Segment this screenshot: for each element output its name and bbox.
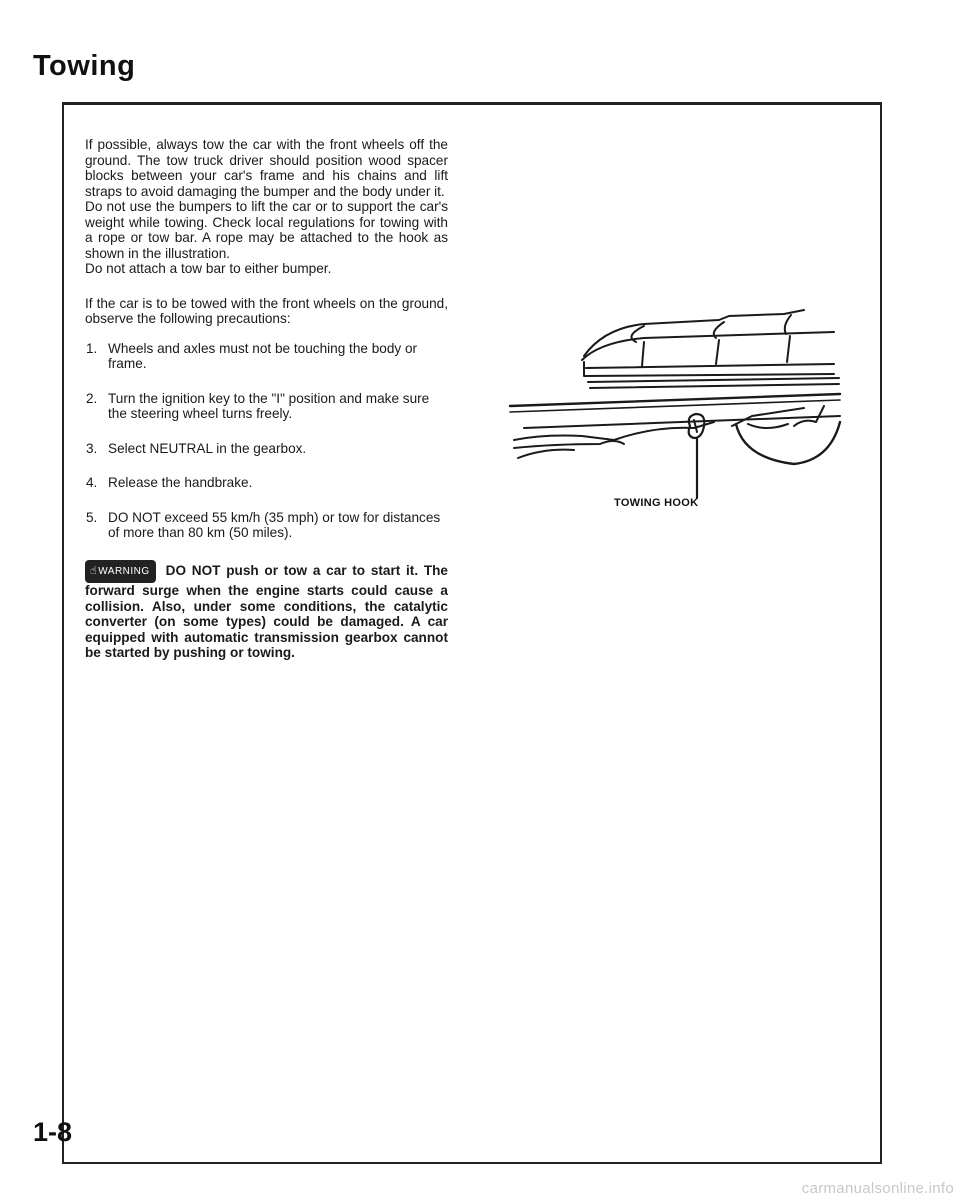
precautions-intro: If the car is to be towed with the front wheels on the ground, observe the following precautions: xyxy=(85,295,448,326)
watermark: carmanualsonline.info xyxy=(801,1180,954,1197)
warning-text: DO NOT push or tow a car to start it. The forward surge when the engine starts could cause a collision. Also, under some conditions, the catalytic converter (on some types) could be damaged. A car equipped with automatic transmission gearbox cannot be started by pushing or towing. xyxy=(85,562,448,660)
list-item: 2. Turn the ignition key to the "I" position and make sure the steering wheel turns freely. xyxy=(86,390,430,421)
list-item: 4. Release the handbrake. xyxy=(86,475,253,490)
list-item: 1. Wheels and axles must not be touching the body or frame. xyxy=(86,340,418,371)
towing-hook-illustration xyxy=(504,298,844,503)
warning-badge: ☝WARNING xyxy=(85,560,156,584)
bumper-paragraph: Do not use the bumpers to lift the car or to support the car's weight while towing. Check local regulations for towing with a rope or tow bar. A rope may be attached to the hook as shown in the illustration. xyxy=(85,199,448,261)
precautions-list xyxy=(85,341,448,541)
list-item: 3. Select NEUTRAL in the gearbox. xyxy=(86,440,307,456)
tow-bar-paragraph: Do not attach a tow bar to either bumper. xyxy=(85,261,332,276)
main-text xyxy=(85,137,448,661)
intro-paragraph: If possible, always tow the car with the front wheels off the ground. The tow truck driver should position wood spacer blocks between your car's frame and his chains and lift straps to avoid damaging the bumper and the body under it. xyxy=(85,137,448,199)
page-number: 1-8 xyxy=(33,1117,73,1147)
page-title: Towing xyxy=(33,50,136,82)
car-front-underside-drawing xyxy=(504,298,844,503)
warning-block xyxy=(85,560,448,661)
list-item: 5. DO NOT exceed 55 km/h (35 mph) or tow for distances of more than 80 km (50 miles). xyxy=(86,509,441,540)
towing-hook-label: TOWING HOOK xyxy=(614,497,699,509)
warning-hand-icon: ☝ xyxy=(90,564,98,577)
